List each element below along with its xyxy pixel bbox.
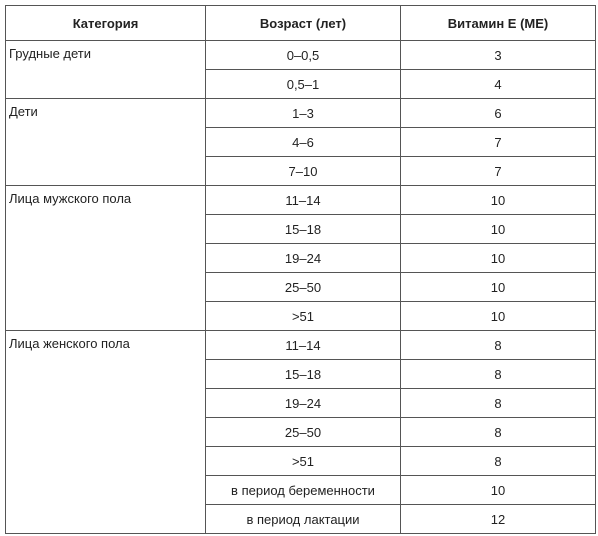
vitamin-e-table-container (5, 5, 596, 534)
vitamin-e-table (5, 5, 596, 534)
header-row (6, 6, 596, 41)
value-cell: 8 (401, 447, 596, 476)
age-cell: в период беременности (206, 476, 401, 505)
age-cell: 15–18 (206, 360, 401, 389)
age-cell: 11–14 (206, 186, 401, 215)
value-cell: 10 (401, 215, 596, 244)
age-cell: 15–18 (206, 215, 401, 244)
age-cell: 1–3 (206, 99, 401, 128)
table-row (6, 41, 596, 70)
table-row (6, 99, 596, 128)
age-cell: 0,5–1 (206, 70, 401, 99)
value-cell: 8 (401, 389, 596, 418)
value-cell: 8 (401, 360, 596, 389)
table-row (6, 186, 596, 215)
category-cell: Лица мужского пола (6, 186, 206, 331)
value-cell: 4 (401, 70, 596, 99)
age-cell: >51 (206, 447, 401, 476)
value-cell: 10 (401, 273, 596, 302)
value-cell: 8 (401, 331, 596, 360)
value-cell: 6 (401, 99, 596, 128)
table-row (6, 331, 596, 360)
value-cell: 8 (401, 418, 596, 447)
age-cell: 7–10 (206, 157, 401, 186)
value-cell: 7 (401, 157, 596, 186)
category-cell: Грудные дети (6, 41, 206, 99)
value-cell: 3 (401, 41, 596, 70)
age-cell: 11–14 (206, 331, 401, 360)
value-cell: 10 (401, 186, 596, 215)
age-cell: в период лактации (206, 505, 401, 534)
age-cell: 4–6 (206, 128, 401, 157)
category-cell: Дети (6, 99, 206, 186)
value-cell: 7 (401, 128, 596, 157)
age-cell: 19–24 (206, 244, 401, 273)
value-cell: 12 (401, 505, 596, 534)
age-cell: 19–24 (206, 389, 401, 418)
age-cell: 25–50 (206, 273, 401, 302)
category-cell: Лица женского пола (6, 331, 206, 534)
age-cell: 0–0,5 (206, 41, 401, 70)
age-cell: 25–50 (206, 418, 401, 447)
header-vitamin-e: Витамин Е (МЕ) (401, 6, 596, 41)
value-cell: 10 (401, 302, 596, 331)
header-category: Категория (6, 6, 206, 41)
value-cell: 10 (401, 476, 596, 505)
age-cell: >51 (206, 302, 401, 331)
value-cell: 10 (401, 244, 596, 273)
header-age: Возраст (лет) (206, 6, 401, 41)
